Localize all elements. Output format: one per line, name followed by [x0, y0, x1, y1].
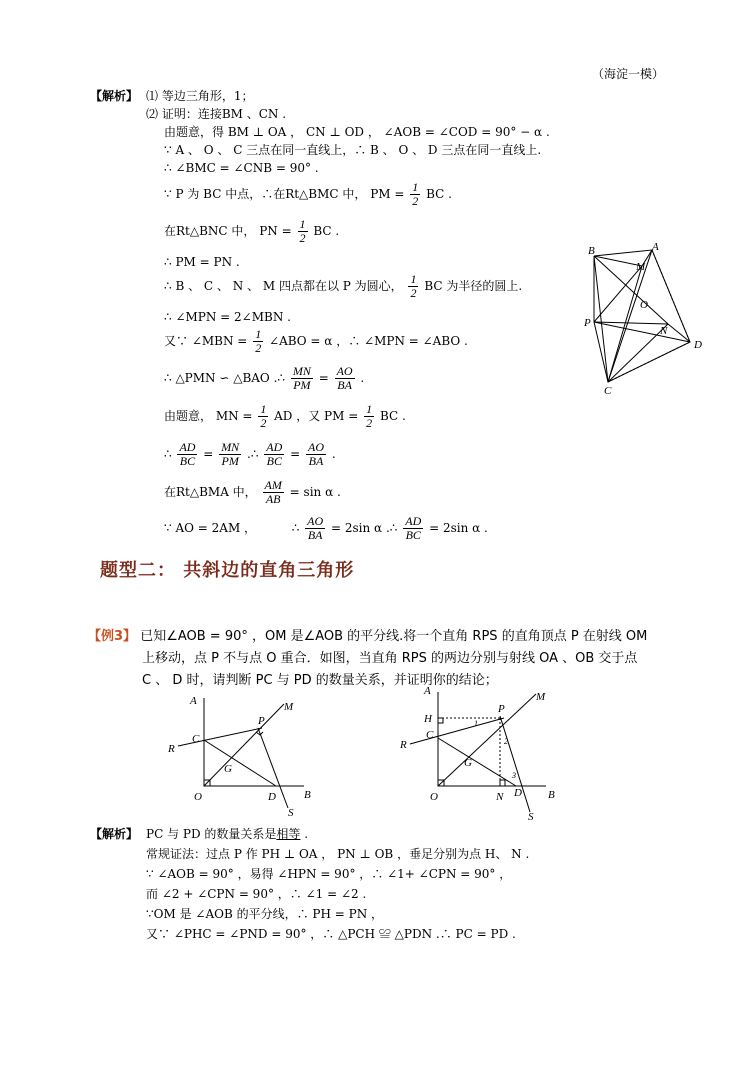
- text-segment: ∵ P 为 BC 中点，∴在Rt△BMC 中， PM =: [164, 187, 405, 201]
- solution-line: ∵ A 、 O 、 C 三点在同一直线上，∴ B 、 O 、 D 三点在同一直线上.: [164, 143, 542, 157]
- denominator: 2: [410, 286, 417, 300]
- solution-line: ∴ ∠BMC = ∠CNB = 90° .: [164, 161, 319, 175]
- fraction: [177, 441, 197, 468]
- text-segment: .∴: [247, 447, 259, 461]
- text-segment: = 2sin α .: [429, 521, 488, 535]
- numerator: 1: [260, 402, 267, 416]
- numerator: 1: [255, 327, 262, 341]
- point-label: G: [464, 757, 472, 769]
- text-segment: AD ，又 PM =: [274, 409, 359, 423]
- solution-line: 常规证法：过点 P 作 PH ⊥ OA ， PN ⊥ OB ，垂足分别为点 H、 N .: [146, 847, 530, 861]
- example-line: C 、 D 时，请判断 PC 与 PD 的数量关系，并证明你的结论；: [142, 673, 498, 688]
- point-label: M: [636, 261, 646, 273]
- point-label: S: [288, 807, 294, 819]
- text-segment: .: [360, 371, 365, 385]
- denominator: BC: [179, 454, 196, 468]
- point-label: B: [588, 245, 595, 257]
- solution-part2: ⑵ 证明：连接BM 、CN .: [146, 107, 287, 121]
- solution-tag: 【解析】: [90, 89, 139, 103]
- text-segment: 由题意， MN =: [164, 409, 253, 423]
- solution-line: [164, 440, 336, 468]
- numerator: AO: [307, 514, 324, 528]
- solution-line: ∵ ∠AOB = 90° ，易得 ∠HPN = 90° ，∴ ∠1+ ∠CPN = 90° ，: [146, 867, 512, 881]
- fraction: [364, 403, 374, 430]
- point-label: D: [694, 339, 702, 351]
- fraction: [410, 181, 420, 208]
- numerator: AD: [266, 440, 283, 454]
- text-segment: = sin α .: [289, 485, 341, 499]
- text-segment: BC .: [379, 409, 406, 423]
- denominator: PM: [293, 378, 311, 392]
- numerator: MN: [292, 364, 311, 378]
- solution-part1: ⑴ 等边三角形，1；: [146, 89, 254, 103]
- solution-line: ∴ ∠MPN = 2∠MBN .: [164, 310, 291, 324]
- denominator: AB: [265, 492, 281, 506]
- example-line: 已知∠AOB = 90° ，OM 是∠AOB 的平分线.将一个直角 RPS 的直角顶点 P 在射线 OM: [140, 629, 648, 644]
- solution-line: [164, 402, 406, 430]
- numerator: AO: [336, 364, 353, 378]
- denominator: 2: [255, 341, 262, 355]
- point-label: M: [536, 691, 546, 703]
- denominator: 2: [366, 416, 373, 430]
- point-label: D: [268, 791, 276, 803]
- solution-line: 又∵ ∠PHC = ∠PND = 90° ，∴ △PCH ≌ △PDN .∴ PC = PD .: [146, 927, 516, 941]
- numerator: AM: [264, 478, 282, 492]
- solution-tag: 【解析】: [90, 827, 139, 841]
- section-title: 题型二： 共斜边的直角三角形: [100, 560, 355, 581]
- solution-line: [164, 364, 364, 392]
- point-label: N: [660, 325, 668, 337]
- fraction: [219, 441, 241, 468]
- denominator: 2: [412, 194, 419, 208]
- solution-line: [164, 514, 488, 542]
- fraction: [258, 403, 268, 430]
- denominator: BA: [307, 528, 323, 542]
- text-segment: ∴ B 、 C 、 N 、 M 四点都在以 P 为圆心，: [164, 279, 403, 293]
- angle-label: 2: [504, 737, 508, 746]
- denominator: BC: [266, 454, 282, 468]
- solution-line: [164, 180, 452, 208]
- point-label: P: [498, 703, 505, 715]
- point-label: D: [514, 787, 522, 799]
- text-segment: PC 与 PD 的数量关系是: [146, 827, 277, 841]
- point-label: R: [168, 743, 175, 755]
- numerator: 1: [410, 272, 417, 286]
- numerator: MN: [221, 440, 240, 454]
- figure-quadrilateral: [580, 242, 710, 402]
- example-tag: 【例3】: [88, 629, 137, 644]
- text-segment: 在Rt△BNC 中， PN =: [164, 224, 292, 238]
- fraction: [298, 218, 308, 245]
- point-label: M: [284, 701, 294, 713]
- point-label: C: [604, 385, 612, 397]
- point-label: A: [424, 685, 431, 697]
- solution-line: [146, 826, 308, 842]
- solution-line: 而 ∠2 + ∠CPN = 90° ，∴ ∠1 = ∠2 .: [146, 887, 367, 901]
- point-label: P: [584, 317, 591, 329]
- numerator: AD: [405, 514, 422, 528]
- text-segment: ∴ △PMN ∽ △BAO .∴: [164, 371, 286, 385]
- text-segment: ∠ABO = α ，∴ ∠MPN = ∠ABO .: [269, 334, 468, 348]
- figure-example-left: [164, 690, 324, 820]
- numerator: AO: [308, 440, 325, 454]
- point-label: P: [258, 715, 265, 727]
- point-label: A: [190, 695, 197, 707]
- fraction: [335, 365, 355, 392]
- example-line: 上移动，点 P 不与点 O 重合．如图，当直角 RPS 的两边分别与射线 OA 、OB 交于点: [142, 651, 638, 666]
- point-label: A: [652, 242, 659, 253]
- numerator: 1: [366, 402, 373, 416]
- numerator: 1: [412, 180, 419, 194]
- point-label: G: [224, 763, 232, 775]
- fraction: [291, 365, 313, 392]
- solution-line: ∵OM 是 ∠AOB 的平分线，∴ PH = PN ，: [146, 907, 384, 921]
- text-segment: BC 为半径的圆上.: [424, 279, 523, 293]
- solution-line: [164, 217, 339, 245]
- denominator: 2: [299, 231, 306, 245]
- text-segment: ∴: [164, 447, 172, 461]
- fraction: [264, 441, 284, 468]
- point-label: O: [640, 299, 648, 311]
- text-segment: ∵ AO = 2AM ，: [164, 521, 257, 535]
- solution-line: 由题意，得 BM ⊥ OA ， CN ⊥ OD ， ∠AOB = ∠COD = 90° − α .: [164, 125, 550, 139]
- angle-label: 3: [512, 771, 516, 780]
- text-segment: .: [300, 827, 309, 841]
- fraction: [306, 441, 326, 468]
- text-segment: =: [318, 371, 329, 385]
- point-label: H: [424, 713, 432, 725]
- solution-line: [164, 327, 468, 355]
- solution-line: [164, 272, 522, 300]
- text-segment: 又∵ ∠MBN =: [164, 334, 248, 348]
- point-label: S: [528, 811, 534, 822]
- denominator: BC: [405, 528, 421, 542]
- text-segment: BC .: [426, 187, 452, 201]
- fraction: [263, 479, 284, 506]
- numerator: 1: [299, 217, 306, 231]
- figure-example-right: [396, 682, 576, 822]
- point-label: N: [496, 791, 504, 803]
- point-label: C: [192, 733, 200, 745]
- text-segment: ∴: [291, 521, 300, 535]
- point-label: O: [194, 791, 202, 803]
- fraction: [305, 515, 325, 542]
- example-block: [88, 626, 688, 692]
- angle-label: 1: [474, 719, 478, 728]
- text-segment: =: [203, 447, 214, 461]
- text-segment: 在Rt△BMA 中，: [164, 485, 257, 499]
- solution-line: [164, 478, 341, 506]
- fraction: [253, 328, 263, 355]
- text-segment: .: [331, 447, 336, 461]
- point-label: C: [426, 729, 434, 741]
- point-label: B: [304, 789, 311, 801]
- fraction: [403, 515, 423, 542]
- point-label: O: [430, 791, 438, 803]
- answer-highlight: 相等: [276, 827, 301, 841]
- text-segment: BC .: [313, 224, 340, 238]
- denominator: 2: [260, 416, 267, 430]
- source-note: （海淀一模）: [592, 67, 665, 81]
- point-label: R: [400, 739, 407, 751]
- denominator: BA: [308, 454, 324, 468]
- denominator: PM: [221, 454, 239, 468]
- numerator: AD: [179, 440, 196, 454]
- solution-line: ∴ PM = PN .: [164, 255, 240, 269]
- text-segment: =: [290, 447, 301, 461]
- denominator: BA: [337, 378, 352, 392]
- fraction: [408, 273, 418, 300]
- text-segment: = 2sin α .∴: [331, 521, 398, 535]
- point-label: B: [548, 789, 555, 801]
